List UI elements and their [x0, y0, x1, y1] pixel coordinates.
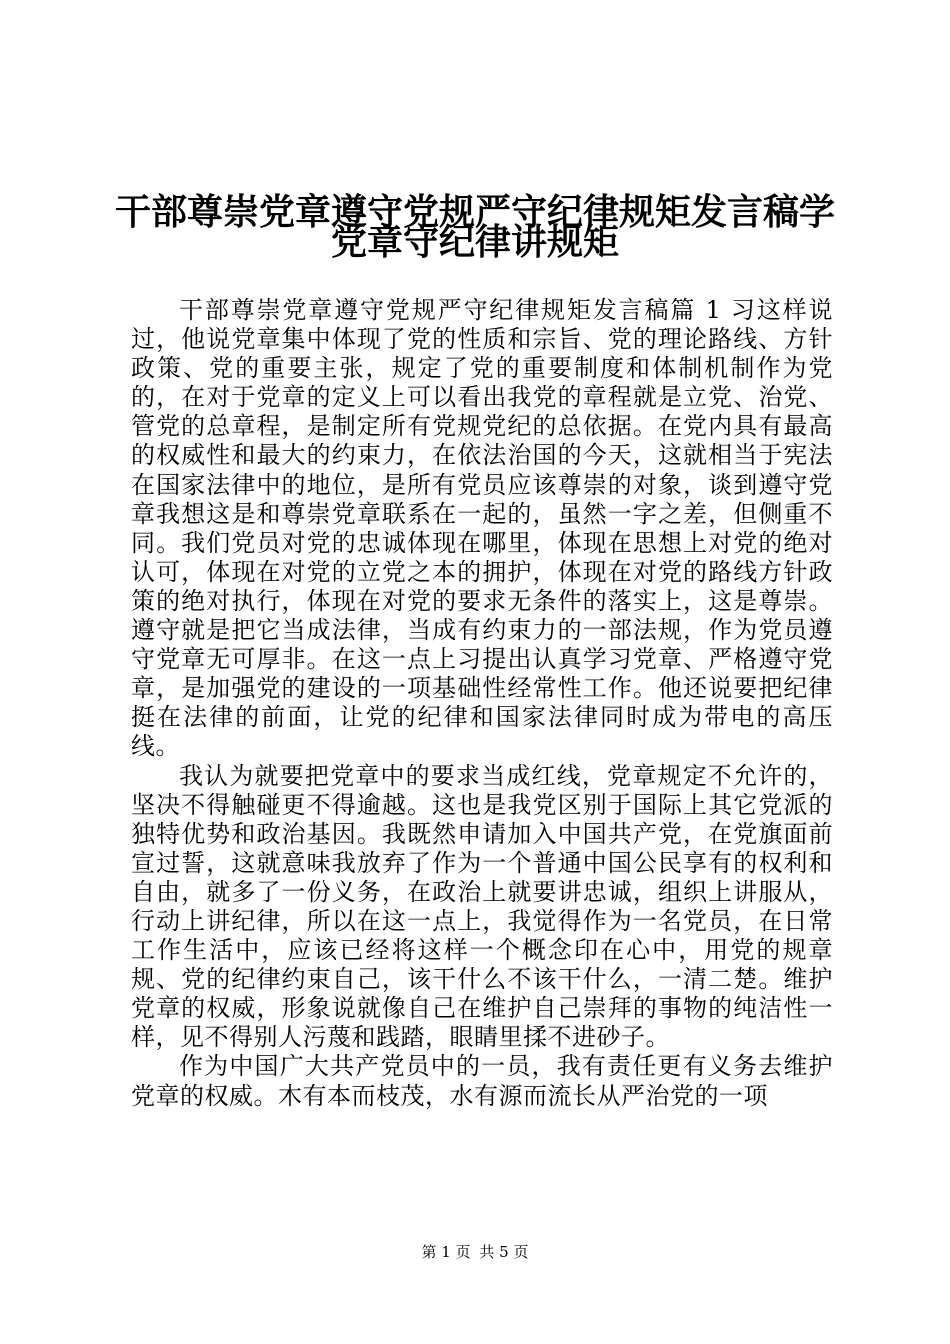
- page-total: 共 5 页: [479, 1243, 529, 1261]
- document-body: [131, 296, 833, 1111]
- page-number: 第 1 页: [421, 1243, 471, 1261]
- document-title-line-1: 干部尊崇党章遵守党规严守纪律规矩发言稿学: [114, 191, 835, 233]
- body-paragraph-2: 我认为就要把党章中的要求当成红线，党章规定不允许的，坚决不得触碰更不得逾越。这也是我党区别于国际上其它党派的独特优势和政治基因。我既然申请加入中国共产党，在党旗面前宣过誓，这就意味我放弃了作为一个普通中国公民享有的权利和自由，就多了一份义务，在政治上就要讲忠诚，组织上讲服从，行动上讲纪律，所以在这一点上，我觉得作为一名党员，在日常工作生活中，应该已经将这样一个概念印在心中，用党的规章规、党的纪律约束自己，该干什么不该干什么，一清二楚。维护党章的权威，形象说就像自己在维护自己崇拜的事物的纯洁性一样，见不得别人污蔑和践踏，眼睛里揉不进砂子。: [131, 761, 833, 1052]
- body-paragraph-1: 干部尊崇党章遵守党规严守纪律规矩发言稿篇 1 习这样说过，他说党章集中体现了党的性质和宗旨、党的理论路线、方针政策、党的重要主张，规定了党的重要制度和体制机制作为党的，在对于党章的定义上可以看出我党的章程就是立党、治党、管党的总章程，是制定所有党规党纪的总依据。在党内具有最高的权威性和最大的约束力，在依法治国的今天，这就相当于宪法在国家法律中的地位，是所有党员应该尊崇的对象，谈到遵守党章我想这是和尊崇党章联系在一起的，虽然一字之差，但侧重不同。我们党员对党的忠诚体现在哪里，体现在思想上对党的绝对认可，体现在对党的立党之本的拥护，体现在对党的路线方针政策的绝对执行，体现在对党的要求无条件的落实上，这是尊崇。遵守就是把它当成法律，当成有约束力的一部法规，作为党员遵守党章无可厚非。在这一点上习提出认真学习党章、严格遵守党章，是加强党的建设的一项基础性经常性工作。他还说要把纪律挺在法律的前面，让党的纪律和国家法律同时成为带电的高压线。: [131, 296, 833, 761]
- page-footer: [0, 1242, 950, 1262]
- document-title-line-2: 党章守纪律讲规矩: [330, 221, 619, 263]
- body-paragraph-3: 作为中国广大共产党员中的一员，我有责任更有义务去维护党章的权威。木有本而枝茂，水有源而流长从严治党的一项: [131, 1052, 833, 1110]
